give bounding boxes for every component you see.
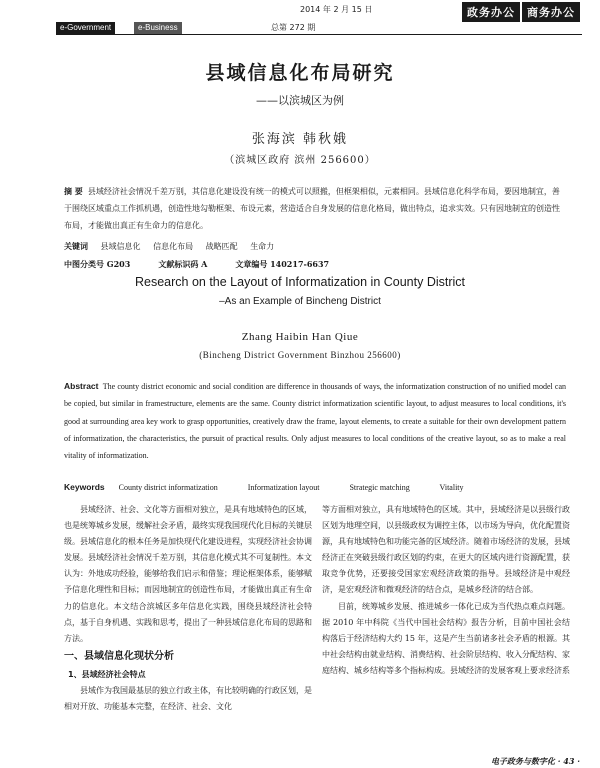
- section-heading: 一、县域信息化现状分析: [64, 650, 174, 662]
- abstract-cn: [64, 183, 566, 234]
- keywords-en-label: Keywords: [64, 482, 105, 492]
- keyword-en: County district informatization: [118, 483, 218, 492]
- paper-subtitle-cn: ——以滨城区为例: [256, 94, 344, 107]
- paper-title-en: Research on the Layout of Informatization in County District: [134, 275, 466, 289]
- section-bar: [56, 22, 582, 35]
- issue-date: 2014 年 2 月 15 日: [300, 5, 373, 14]
- keyword-en: Informatization layout: [247, 483, 320, 492]
- header-tags: [462, 2, 580, 22]
- keyword-cn: 生命力: [250, 242, 275, 251]
- body-paragraph: 目前，统筹城乡发展、推进城乡一体化已成为当代热点难点问题。据 2010 年中科院《当代中国社会结构》报告分析，目前中国社会结构落后于经济结构大约 15 年，这是产生当前诸多社会矛盾的根源。其中社会结构由就业结构、消费结构、社会阶层结构、收入分配结构、家庭结构、城乡结构等多个指标构成。县域经济的发展客观上要求经济系: [322, 601, 570, 675]
- keyword-en: Strategic matching: [349, 483, 410, 492]
- classification-line: [64, 256, 566, 273]
- body-paragraph: 县域作为我国最基层的独立行政主体，有比较明确的行政区划，是相对开放、功能基本完整，在经济、社会、文化: [64, 685, 312, 712]
- issue-number: 总第 272 期: [271, 23, 316, 32]
- abstract-en-label: Abstract: [64, 381, 99, 391]
- keywords-en: [64, 482, 566, 492]
- abstract-en-text: The county district economic and social condition are difference in thousands of ways, the informatization construction of no unified model can be copied, but similar in framestructure, elements are the same. County district informatization scientific layout, to adjust measures to local conditions, it's good at surrounding area key work to grasp opportunities, creatively draw the frame, layout elements, to create a suitable for their own development pattern of informatization, the characteristics, the pursuit of practical results. Only adjust measures to local conditions of the creative layout, so as to make a real vitality of informatization.: [64, 382, 567, 461]
- keyword-cn: 信息化布局: [153, 242, 194, 251]
- body-column-right: [322, 502, 570, 679]
- authors-en: Zhang Haibin Han Qiue: [241, 331, 359, 343]
- paper-subtitle-en: –As an Example of Bincheng District: [219, 296, 381, 307]
- abstract-cn-label: 摘 要: [64, 186, 83, 196]
- doc-code: 文献标识码 A: [158, 259, 208, 269]
- abstract-cn-text: 县域经济社会情况千差万别，其信息化建设没有统一的模式可以照搬，但框架相似，元素相同。县域信息化科学布局，要因地制宜，善于围绕区域重点工作抓机遇，创造性地勾勒框架、布设元素，营造适合自身发展的信息化格局，做出特点，追求实效。只有因地制宜的创造性布局，才能做出真正有生命力的信息化。: [64, 187, 560, 230]
- body-paragraph: 等方面相对独立，具有地域特色的区域。其中，县域经济是以县级行政区划为地理空间，以县级政权为调控主体，以市场为导向，优化配置资源，具有地域特色和功能完备的区域经济。随着市场经济的发展，县域经济正在突破县级行政区划的约束，在更大的区域内进行资源配置，获取竞争优势，还要接受国家宏观经济政策的指导。县域经济是中观经济，是宏观经济和微观经济的结合点，是城乡经济的结合部。: [322, 505, 570, 595]
- keyword-cn: 县域信息化: [100, 242, 141, 251]
- header-tag-business: 商务办公: [522, 2, 580, 22]
- keyword-cn: 战略匹配: [205, 242, 238, 251]
- subsection-heading: 1、县域经济社会特点: [68, 669, 146, 679]
- header-tag-government: 政务办公: [462, 2, 520, 22]
- affiliation-en: (Bincheng District Government Binzhou 256600): [199, 350, 401, 360]
- body-column-left: [64, 502, 312, 715]
- body-paragraph: 县域经济、社会、文化等方面相对独立，是具有地域特色的区域，也是统筹城乡发展，缓解社会矛盾，最终实现我国现代化目标的关键层级。县域信息化的根本任务是加快现代化建设进程，实现经济社会协调发展。县域经济社会情况千差万别，其信息化模式其不可复制性。本文认为：外地成功经验，能够给我们启示和借鉴；理论框架体系，能够赋予信息化理性和目标；而因地制宜的创造性布局，才能做出真正有生命力的信息化。本文结合滨城区多年信息化实践，围绕县域经济社会特点，基于自身机遇、实践和思考，提出了一种县域信息化布局的思路和方法。: [64, 505, 312, 643]
- bar-tag-egov: e-Government: [56, 22, 115, 34]
- abstract-en: [64, 378, 566, 464]
- bar-tag-ebiz: e-Business: [134, 22, 182, 34]
- keywords-cn-label: 关键词: [64, 241, 88, 251]
- page-footer: 电子政务与数字化 · 43 ·: [490, 756, 580, 766]
- authors-cn: 张海滨 韩秋娥: [251, 132, 349, 147]
- keyword-en: Vitality: [439, 483, 464, 492]
- paper-title-cn: 县域信息化布局研究: [205, 62, 395, 84]
- article-number: 文章编号 140217-6637: [235, 259, 330, 269]
- clc-code: 中图分类号 G203: [64, 259, 131, 269]
- affiliation-cn: （滨城区政府 滨州 256600）: [224, 155, 376, 166]
- keywords-cn: [64, 238, 566, 255]
